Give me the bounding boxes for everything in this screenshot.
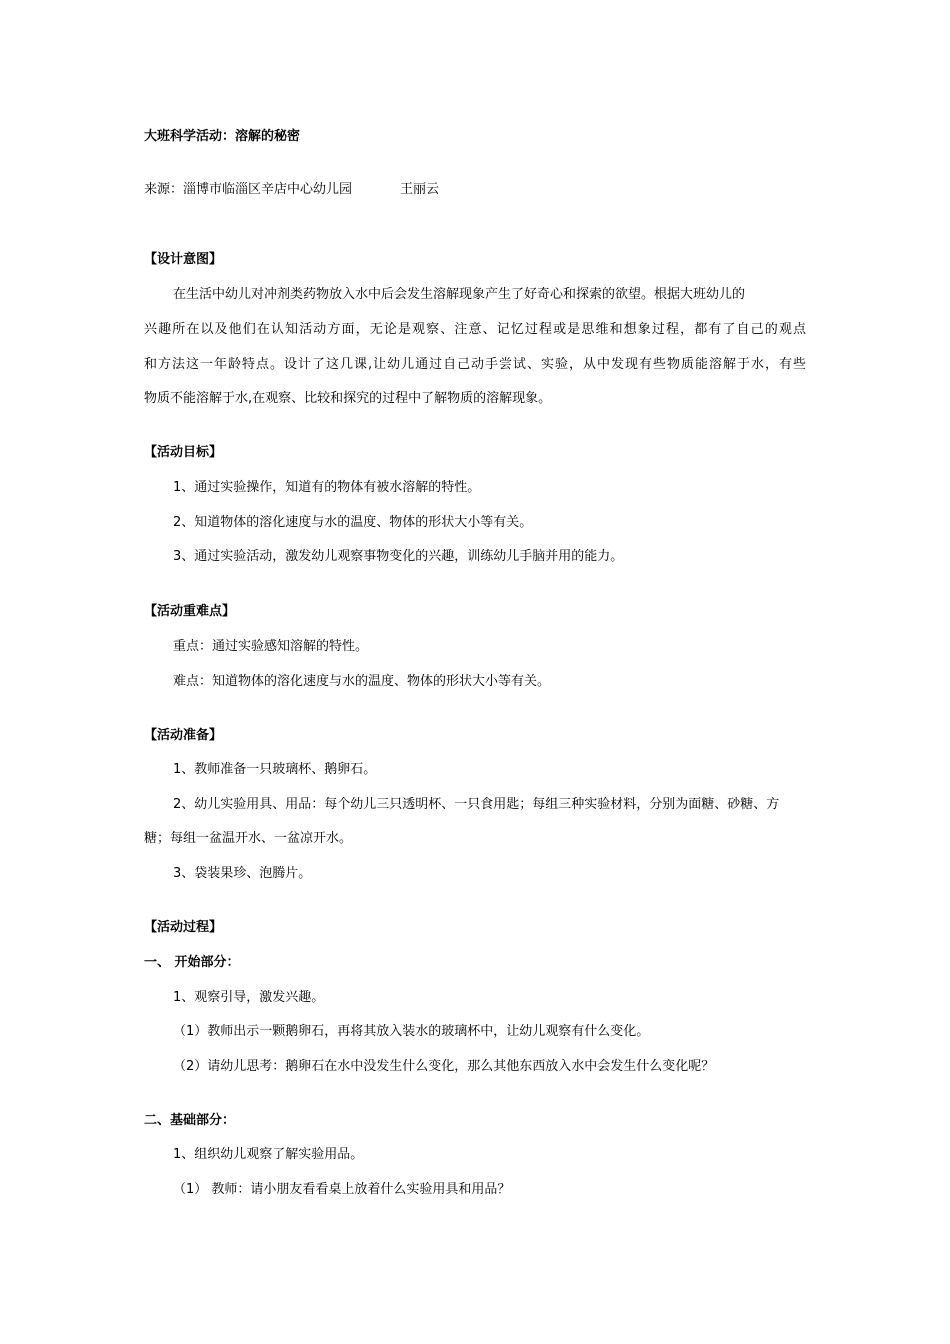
document-title: 大班科学活动：溶解的秘密 xyxy=(144,129,301,144)
difficulty-point: 难点：知道物体的溶化速度与水的温度、物体的形状大小等有关。 xyxy=(173,674,551,689)
process-substep: （1） 教师：请小朋友看看桌上放着什么实验用具和用品？ xyxy=(173,1182,511,1197)
source-label: 来源：淄博市临淄区辛店中心幼儿园 xyxy=(144,182,353,197)
paragraph-line: 物质不能溶解于水,在观察、比较和探究的过程中了解物质的溶解现象。 xyxy=(144,391,552,406)
paragraph-line: 兴趣所在以及他们在认知活动方面，无论是观察、注意、记忆过程或是思维和想象过程，都有了自己的观点 xyxy=(144,322,806,337)
focus-point: 重点：通过实验感知溶解的特性。 xyxy=(173,639,369,654)
section-heading-design-intent: 【设计意图】 xyxy=(144,252,223,267)
preparation-item: 1、教师准备一只玻璃杯、鹅卵石。 xyxy=(173,762,377,777)
section-heading-preparation: 【活动准备】 xyxy=(144,728,223,743)
process-part-heading: 二、基础部分： xyxy=(144,1113,236,1128)
paragraph-line: 在生活中幼儿对冲剂类药物放入水中后会发生溶解现象产生了好奇心和探索的欲望。根据大班幼儿的 xyxy=(173,287,746,302)
author-name: 王丽云 xyxy=(400,182,440,197)
process-step: 1、观察引导，激发兴趣。 xyxy=(173,990,325,1005)
section-heading-key-points: 【活动重难点】 xyxy=(144,604,236,619)
preparation-item-continued: 糖；每组一盆温开水、一盆凉开水。 xyxy=(144,831,353,846)
goal-item: 3、通过实验活动，激发幼儿观察事物变化的兴趣，训练幼儿手脑并用的能力。 xyxy=(173,549,624,564)
preparation-item: 2、幼儿实验用具、用品：每个幼儿三只透明杯、一只食用匙；每组三种实验材料，分别为面糖、砂糖、方 xyxy=(173,797,780,812)
source-line xyxy=(144,181,439,199)
section-heading-goals: 【活动目标】 xyxy=(144,445,223,460)
goal-item: 1、通过实验操作，知道有的物体有被水溶解的特性。 xyxy=(173,480,481,495)
goal-item: 2、知道物体的溶化速度与水的温度、物体的形状大小等有关。 xyxy=(173,515,533,530)
process-substep: （2）请幼儿思考：鹅卵石在水中没发生什么变化，那么其他东西放入水中会发生什么变化呢？ xyxy=(173,1059,715,1074)
preparation-item: 3、袋装果珍、泡腾片。 xyxy=(173,866,312,881)
section-heading-process: 【活动过程】 xyxy=(144,920,223,935)
paragraph-line: 和方法这一年龄特点。设计了这几课,让幼儿通过自己动手尝试、实验，从中发现有些物质能溶解于水，有些 xyxy=(144,357,806,372)
process-step: 1、组织幼儿观察了解实验用品。 xyxy=(173,1147,364,1162)
process-part-heading: 一、 开始部分： xyxy=(144,955,240,970)
process-substep: （1）教师出示一颗鹅卵石，再将其放入装水的玻璃杯中，让幼儿观察有什么变化。 xyxy=(173,1024,650,1039)
